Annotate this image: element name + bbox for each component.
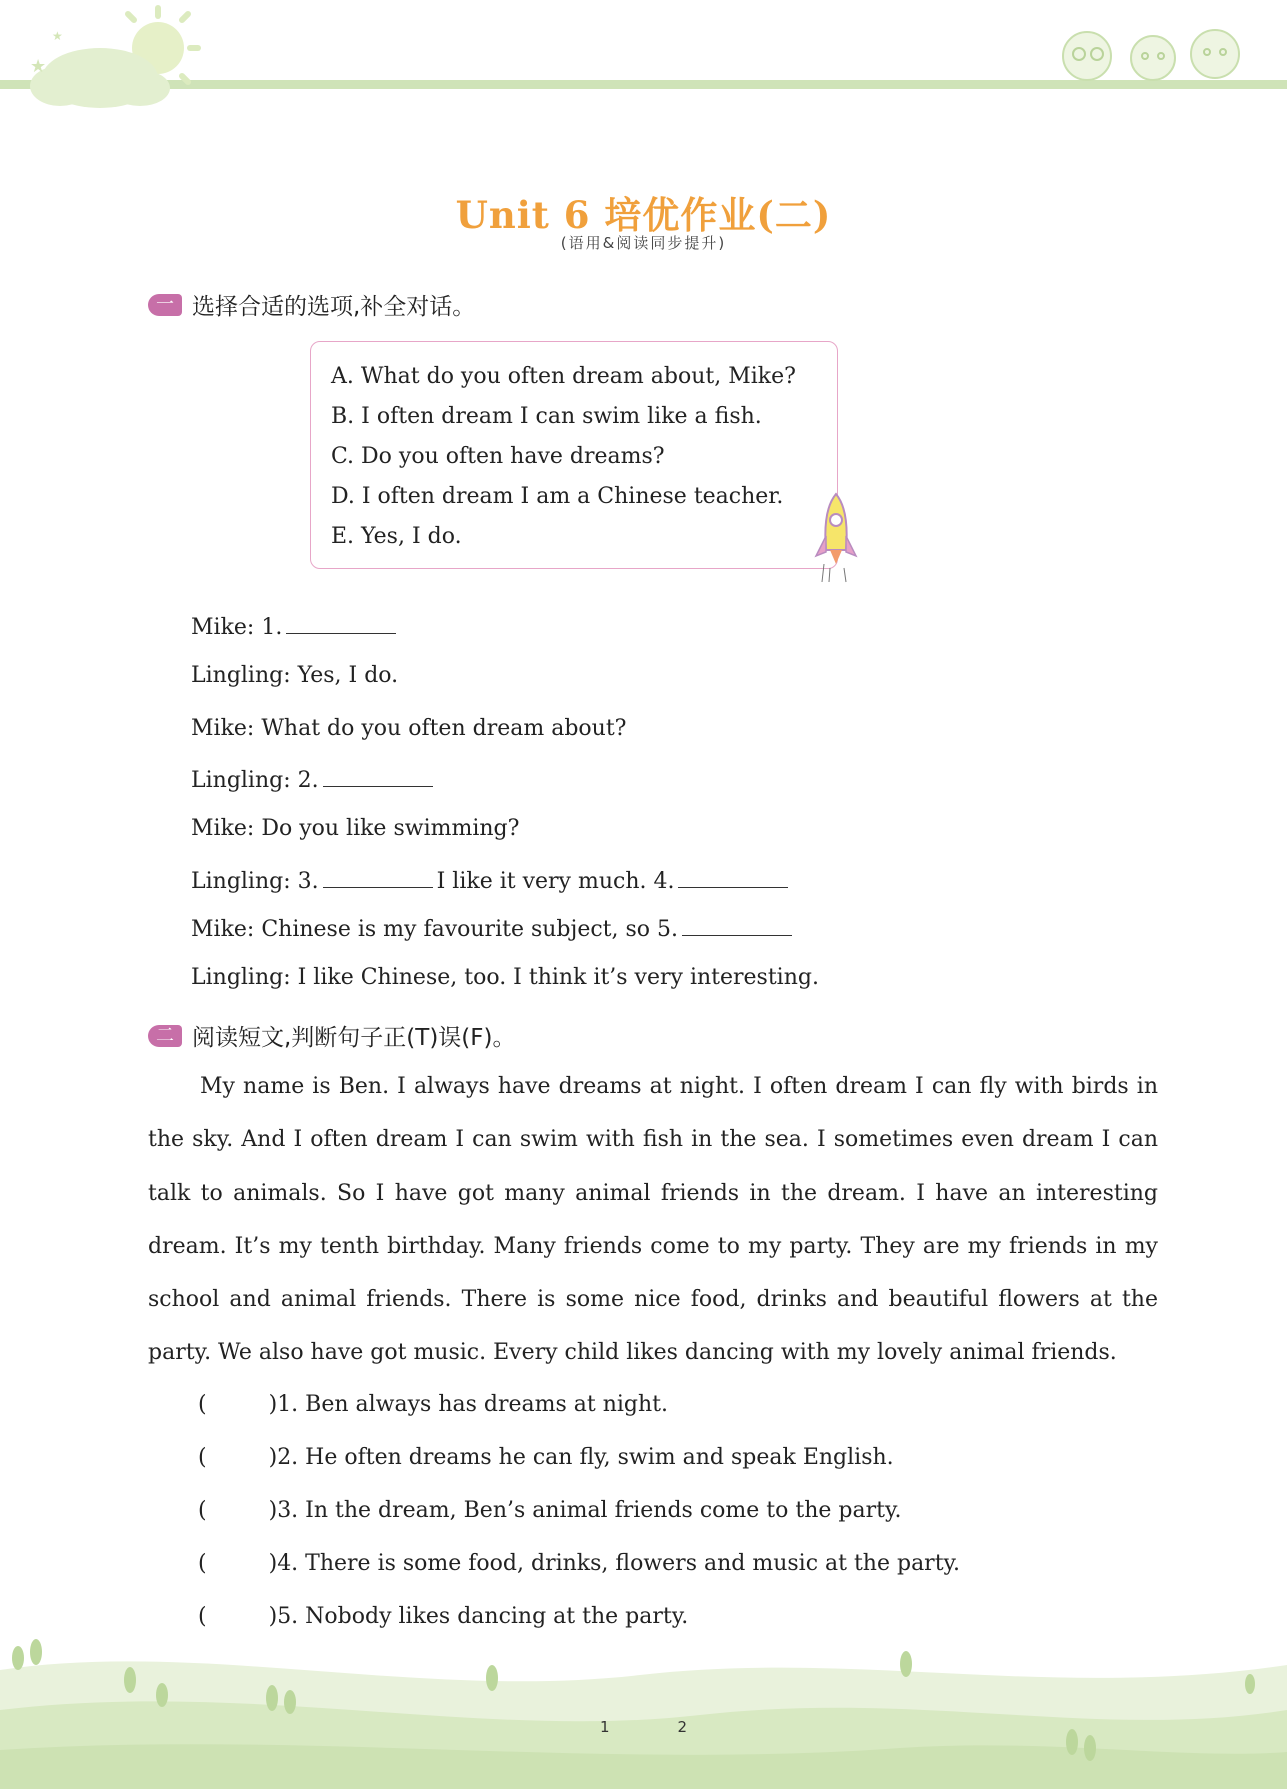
- answer-blank-5[interactable]: [682, 917, 792, 936]
- hills-decoration: [0, 1630, 1287, 1789]
- judge-item-3: ( )3. In the dream, Ben’s animal friends come to the party.: [198, 1498, 902, 1523]
- option-box: [310, 341, 838, 569]
- option-d: D. I often dream I am a Chinese teacher.: [331, 484, 784, 509]
- dialogue-line-8: Lingling: I like Chinese, too. I think it’s very interesting.: [191, 965, 819, 990]
- answer-blank-3[interactable]: [323, 869, 433, 888]
- reading-passage: My name is Ben. I always have dreams at night. I often dream I can fly with birds in the sky. And I often dream I can swim with fish in the sea. I sometimes even dream I can talk to animals. So I have got many animal friends in the dream. I have an interesting dream. It’s my tenth birthday. Many friends come to my party. They are my friends in my school and animal friends. There is some nice food, drinks and beautiful flowers at the party. We also have got music. Every child likes dancing with my lovely animal friends.: [148, 1074, 1158, 1366]
- dialogue-line-3: Mike: What do you often dream about?: [191, 716, 627, 741]
- animal-faces-decoration: [1055, 18, 1255, 88]
- dialogue-line-4: [191, 768, 437, 793]
- judge-item-4: ( )4. There is some food, drinks, flowers and music at the party.: [198, 1551, 961, 1576]
- section2-badge: 二: [148, 1025, 182, 1047]
- dialogue-line-6: [191, 869, 792, 894]
- section1-badge: 一: [148, 294, 182, 316]
- dialogue-line-5: Mike: Do you like swimming?: [191, 816, 520, 841]
- option-a: A. What do you often dream about, Mike?: [331, 364, 796, 389]
- dialogue-line-7: [191, 917, 796, 942]
- section2-instruction: 阅读短文,判断句子正(T)误(F)。: [192, 1025, 516, 1051]
- option-c: C. Do you often have dreams?: [331, 444, 665, 469]
- option-b: B. I often dream I can swim like a fish.: [331, 404, 762, 429]
- dialogue-text: I like it very much. 4.: [436, 869, 675, 894]
- dialogue-line-2: Lingling: Yes, I do.: [191, 663, 399, 688]
- svg-text:★: ★: [52, 29, 63, 43]
- rocket-icon: [810, 490, 862, 590]
- answer-blank-1[interactable]: [286, 615, 396, 634]
- dialogue-text: Lingling: 2.: [191, 768, 319, 793]
- dialogue-line-1: [191, 615, 400, 640]
- page-title: Unit 6 培优作业(二): [455, 193, 832, 237]
- dialogue-text: Lingling: 3.: [191, 869, 319, 894]
- dialogue-text: Mike: Chinese is my favourite subject, so 5.: [191, 917, 679, 942]
- section1-header: [148, 288, 475, 321]
- judge-text: 3. In the dream, Ben’s animal friends come to the party.: [277, 1498, 902, 1523]
- judge-item-1: ( )1. Ben always has dreams at night.: [198, 1392, 669, 1417]
- sun-cloud-decoration: [0, 0, 210, 115]
- judge-item-5: ( )5. Nobody likes dancing at the party.: [198, 1604, 689, 1629]
- section2-header: [148, 1019, 515, 1052]
- judge-text: 4. There is some food, drinks, flowers and music at the party.: [277, 1551, 961, 1576]
- answer-blank-4[interactable]: [678, 869, 788, 888]
- judge-text: 5. Nobody likes dancing at the party.: [277, 1604, 689, 1629]
- page-subtitle: (语用&阅读同步提升): [560, 234, 727, 252]
- judge-item-2: ( )2. He often dreams he can fly, swim and speak English.: [198, 1445, 894, 1470]
- answer-blank-2[interactable]: [323, 768, 433, 787]
- dialogue-text: Mike: 1.: [191, 615, 283, 640]
- judge-text: 1. Ben always has dreams at night.: [277, 1392, 669, 1417]
- svg-text:★: ★: [30, 56, 47, 77]
- option-e: E. Yes, I do.: [331, 524, 462, 549]
- judge-text: 2. He often dreams he can fly, swim and speak English.: [277, 1445, 894, 1470]
- page-number-right: 2: [677, 1718, 688, 1736]
- section1-instruction: 选择合适的选项,补全对话。: [192, 294, 476, 320]
- page-numbers: [0, 1718, 1287, 1736]
- page-number-left: 1: [599, 1718, 610, 1736]
